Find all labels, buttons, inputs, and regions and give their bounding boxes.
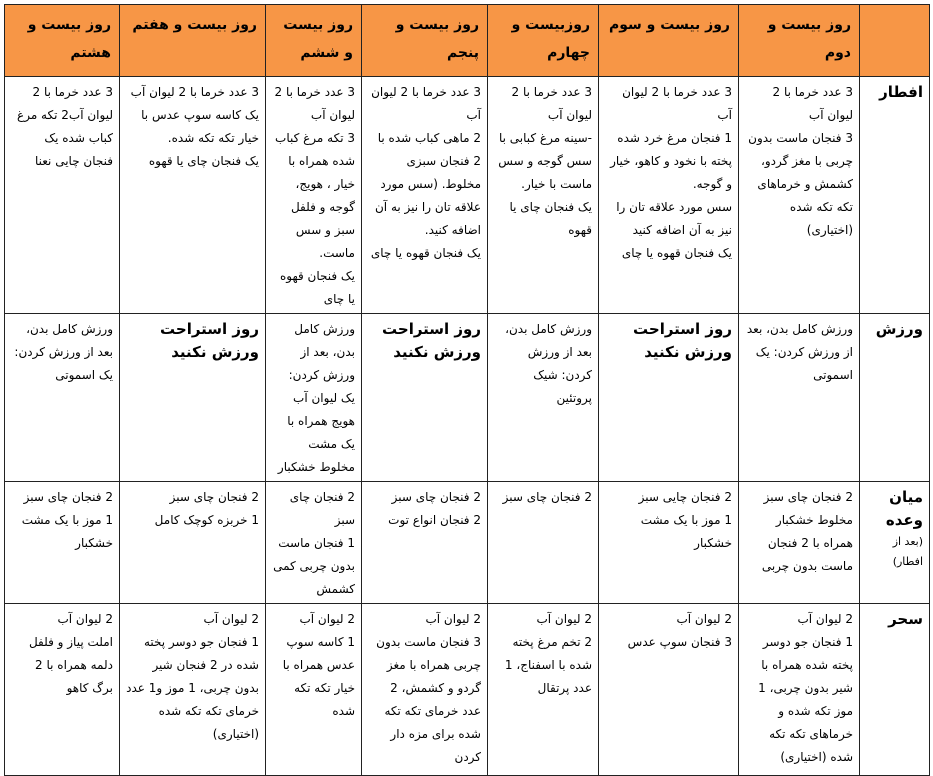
table-cell <box>362 77 488 314</box>
table-cell <box>488 604 599 776</box>
row-label <box>860 77 930 314</box>
diet-plan-table <box>4 4 930 776</box>
row-label <box>860 604 930 776</box>
cell-text: املت پیاز و فلفل دلمه همراه با 2 برگ کاهو <box>28 635 113 695</box>
row-iftar <box>5 77 930 314</box>
row-label-text: ورزش <box>875 320 923 338</box>
cell-text: یک فنجان قهوه یا چای <box>370 246 481 260</box>
cell-text: یک فنجان قهوه یا چای <box>621 246 732 260</box>
cell-text: سس مورد علاقه تان را نیز به آن اضافه کنید <box>616 200 732 237</box>
header-corner <box>860 5 930 77</box>
cell-text: 3 عدد خرما با 2 لیوان آب <box>371 85 481 122</box>
cell-text: 3 عدد خرما با 2 لیوان آب <box>274 85 355 122</box>
table-cell <box>120 314 266 482</box>
cell-text: یک فنجان چای یا قهوه <box>148 154 259 168</box>
cell-text: روز استراحت ورزش نکنید <box>160 320 259 361</box>
cell-text: 2 لیوان آب <box>425 612 481 626</box>
header-day-25: روز بیست و پنجم <box>362 5 488 77</box>
table-cell <box>599 314 739 482</box>
table-cell <box>739 604 860 776</box>
row-label <box>860 482 930 604</box>
cell-text: 1 فنجان جو دوسر پخته شده همراه با شیر بدون چربی، 1 موز تکه شده و خرماهای تکه تکه شده (اختیاری) <box>758 635 853 764</box>
table-cell <box>599 482 739 604</box>
cell-text: 2 تخم مرغ پخته شده با اسفناج، 1 عدد پرتقال <box>504 635 592 695</box>
cell-text: یک فنجان قهوه یا چای <box>279 269 355 306</box>
cell-text: 2 فنجان چای سبز <box>391 490 481 504</box>
cell-text: 3 عدد خرما با 2 لیوان آب <box>511 85 592 122</box>
table-cell <box>5 77 120 314</box>
row-label-text: افطار <box>879 83 923 101</box>
cell-text: 1 فنجان ماست بدون چربی کمی کشمش <box>273 536 355 596</box>
table-cell <box>739 77 860 314</box>
row-label-note: (بعد از افطار) <box>892 535 923 568</box>
cell-text: -سینه مرغ کبابی با سس گوجه و سس ماست با خیار. <box>498 131 592 191</box>
cell-text: 3 عدد خرما با 2 لیوان آب <box>130 85 259 99</box>
cell-text: 3 عدد خرما با 2 لیوان آب2 تکه مرغ کباب شده یک فنجان چایی نعنا <box>17 85 113 168</box>
cell-text: 1 موز با یک مشت خشکبار <box>640 513 732 550</box>
header-day-22: روز بیست و دوم <box>739 5 860 77</box>
cell-text: 2 فنجان چای سبز مخلوط خشکبار همراه با 2 فنجان ماست بدون چربی <box>761 490 853 573</box>
cell-text: ورزش کامل بدن، بعد از ورزش کردن: یک اسموتی <box>746 322 853 382</box>
cell-text: ورزش کامل بدن، بعد از ورزش کردن: یک لیوان آب هویج همراه با یک مشت مخلوط خشکبار <box>277 322 355 474</box>
cell-text: 1 فنجان جو دوسر پخته شده در 2 فنجان شیر بدون چربی، 1 موز و1 عدد خرمای تکه تکه شده (اختیاری) <box>126 635 259 741</box>
table-cell <box>488 482 599 604</box>
table-cell <box>5 482 120 604</box>
table-cell <box>488 314 599 482</box>
cell-text: 2 لیوان آب <box>57 612 113 626</box>
table-cell <box>362 604 488 776</box>
header-day-23: روز بیست و سوم <box>599 5 739 77</box>
cell-text: 2 لیوان آب <box>299 612 355 626</box>
cell-text: 2 فنجان چای سبز <box>289 490 355 527</box>
cell-text: 3 عدد خرما با 2 لیوان آب <box>772 85 853 122</box>
cell-text: 2 لیوان آب <box>797 612 853 626</box>
table-cell <box>120 604 266 776</box>
cell-text: 2 فنجان انواع توت <box>388 513 481 527</box>
cell-text: 2 فنجان چایی سبز <box>638 490 732 504</box>
header-day-28: روز بیست و هشتم <box>5 5 120 77</box>
header-row <box>5 5 930 77</box>
cell-text: روز استراحت ورزش نکنید <box>382 320 481 361</box>
cell-text: 2 لیوان آب <box>536 612 592 626</box>
cell-text: 1 کاسه سوپ عدس همراه با خیار تکه تکه شده <box>282 635 355 718</box>
table-cell <box>5 604 120 776</box>
table-cell <box>5 314 120 482</box>
cell-text: 2 ماهی کباب شده با 2 فنجان سبزی مخلوط. (سس مورد علاقه تان را نیز به آن اضافه کنید. <box>374 131 481 237</box>
cell-text: 2 فنجان چای سبز <box>23 490 113 504</box>
header-day-26: روز بیست و ششم <box>266 5 362 77</box>
cell-text: ورزش کامل بدن، بعد از ورزش کردن: شیک پروتئین <box>505 322 592 405</box>
row-sahar <box>5 604 930 776</box>
table-cell <box>362 314 488 482</box>
cell-text: 2 لیوان آب <box>203 612 259 626</box>
cell-text: 3 فنجان سوپ عدس <box>627 635 732 649</box>
cell-text: 1 موز با یک مشت خشکبار <box>21 513 113 550</box>
cell-text: 1 فنجان مرغ خرد شده پخته با نخود و کاهو، خیار و گوجه. <box>610 131 732 191</box>
cell-text: یک کاسه سوپ عدس با خیار تکه تکه شده. <box>141 108 259 145</box>
header-day-24: روزبیست و چهارم <box>488 5 599 77</box>
table-cell <box>266 77 362 314</box>
row-label-text: سحر <box>888 610 923 628</box>
cell-text: ورزش کامل بدن، بعد از ورزش کردن: یک اسموتی <box>14 322 113 382</box>
cell-text: یک فنجان چای یا قهوه <box>509 200 592 237</box>
cell-text: 1 خربزه کوچک کامل <box>154 513 259 527</box>
row-label-text: میان وعده <box>885 488 923 529</box>
cell-text: 3 فنجان ماست بدون چربی با مغز گردو، کشمش و خرماهای تکه تکه شده (اختیاری) <box>748 131 853 237</box>
cell-text: 2 فنجان چای سبز <box>502 490 592 504</box>
table-cell <box>120 77 266 314</box>
cell-text: 2 لیوان آب <box>676 612 732 626</box>
table-cell <box>266 604 362 776</box>
table-cell <box>599 77 739 314</box>
table-cell <box>120 482 266 604</box>
header-day-27: روز بیست و هفتم <box>120 5 266 77</box>
row-label <box>860 314 930 482</box>
table-cell <box>266 314 362 482</box>
table-cell <box>488 77 599 314</box>
table-cell <box>739 314 860 482</box>
cell-text: 3 فنجان ماست بدون چربی همراه با مغز گردو و کشمش، 2 عدد خرمای تکه تکه شده برای مزه دار کردن <box>376 635 481 764</box>
table-cell <box>266 482 362 604</box>
cell-text: 3 عدد خرما با 2 لیوان آب <box>622 85 732 122</box>
table-cell <box>599 604 739 776</box>
table-cell <box>362 482 488 604</box>
table-body <box>5 77 930 776</box>
table-cell <box>739 482 860 604</box>
cell-text: 2 فنجان چای سبز <box>169 490 259 504</box>
row-snack <box>5 482 930 604</box>
cell-text: 3 تکه مرغ کباب شده همراه با خیار ، هویج، گوجه و فلفل سبز و سس ماست. <box>275 131 355 260</box>
row-exercise <box>5 314 930 482</box>
cell-text: روز استراحت ورزش نکنید <box>633 320 732 361</box>
